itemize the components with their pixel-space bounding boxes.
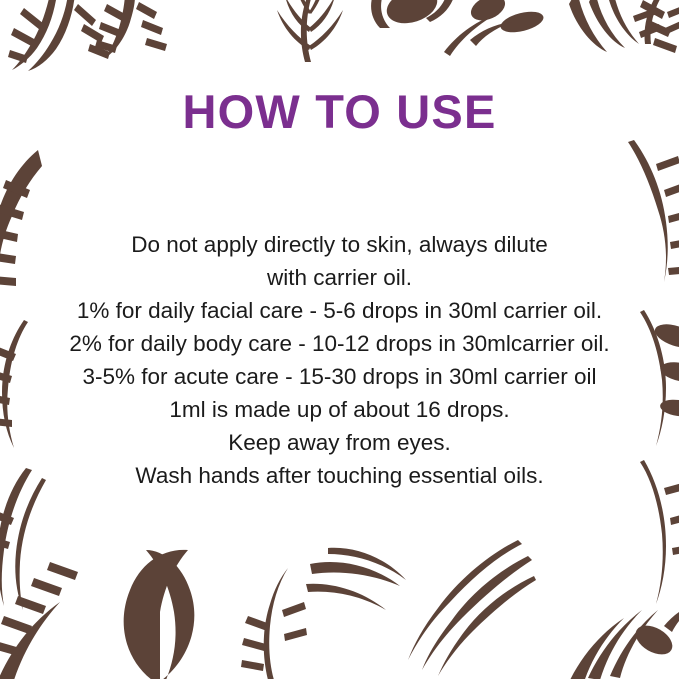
instruction-line: Do not apply directly to skin, always dilute: [131, 232, 548, 258]
instruction-line: Keep away from eyes.: [228, 430, 451, 456]
instruction-line: 2% for daily body care - 10-12 drops in 30mlcarrier oil.: [69, 331, 610, 357]
instruction-line: 1ml is made up of about 16 drops.: [169, 397, 510, 423]
instructions-block: [20, 228, 660, 492]
page-title: HOW TO USE: [182, 85, 497, 138]
instruction-line: Wash hands after touching essential oils.: [135, 463, 544, 489]
instruction-line: 3-5% for acute care - 15-30 drops in 30ml carrier oil: [82, 364, 597, 390]
instruction-line: with carrier oil.: [266, 265, 413, 291]
instruction-line: 1% for daily facial care - 5-6 drops in 30ml carrier oil.: [76, 298, 603, 324]
